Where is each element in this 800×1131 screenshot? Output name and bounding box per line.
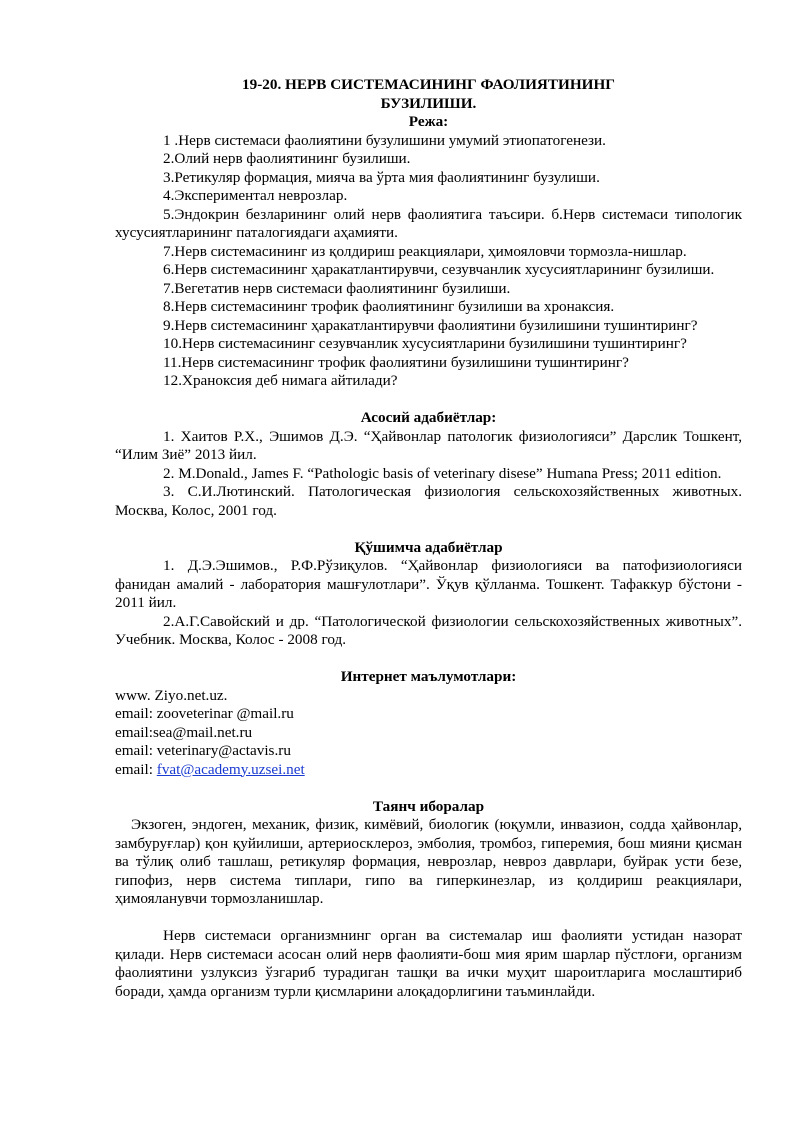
- internet-item-prefix: email:: [115, 760, 157, 778]
- extra-literature-heading: Қўшимча адабиётлар: [354, 538, 503, 556]
- extra-literature-item: 1. Д.Э.Эшимов., Р.Ф.Рўзиқулов. “Ҳайвонлар физиологияси ва патофизиологияси фанидан амалий - лаборатория машғулотлари”. Ўқув қўлланма. Тошкент. Тафаккур бўстони - 2011 йил.: [115, 557, 742, 611]
- plan-item: 5.Эндокрин безларининг олий нерв фаолиятига таъсири. б.Нерв системаси типологик хусусиятларининг паталогиядаги аҳамияти.: [115, 205, 742, 241]
- keywords-heading: Таянч иборалар: [372, 797, 485, 815]
- internet-item: email: veterinary@actavis.ru: [115, 742, 291, 759]
- plan-item: 9.Нерв системасининг ҳаракатлантирувчи фаолиятини бузилишини тушинтиринг?: [163, 316, 698, 334]
- document-page: [115, 76, 742, 1001]
- plan-item: 11.Нерв системасининг трофик фаолиятини бузилишини тушинтиринг?: [163, 353, 629, 371]
- internet-item: email:sea@mail.net.ru: [115, 723, 253, 741]
- plan-item: 3.Ретикуляр формация, мияча ва ўрта мия фаолиятининг бузулиши.: [163, 168, 600, 186]
- plan-item: 7.Вегетатив нерв системаси фаолиятининг бузилиши.: [163, 279, 511, 297]
- internet-heading: Интернет маълумотлари:: [340, 668, 517, 685]
- keywords-paragraph: Экзоген, эндоген, механик, физик, кимёвий, биологик (юқумли, инвазион, содда ҳайвонлар, замбуруғлар) қон қуйилиши, артериосклероз, эмболия, тромбоз, гиперемия, бош мияни қисман ва тўлиқ олиб ташлаш, ретикуляр формация, неврозлар, невроз даврлари, буйрак усти безе, гипофиз, нерв система типлари, гипо ва гиперкинезлар, из қолдириш реакциялари, ҳимояланувчи тормозланишлар.: [115, 816, 742, 907]
- plan-item: 12.Храноксия деб нимага айтилади?: [163, 372, 398, 389]
- document-title: 19-20. НЕРВ СИСТЕМАСИНИНГ ФАОЛИЯТИНИНГ: [242, 76, 615, 93]
- plan-item: 8.Нерв системасининг трофик фаолиятининг бузилиши ва хронаксия.: [163, 298, 615, 315]
- internet-item-link-row: [115, 761, 742, 780]
- plan-item: 4.Экспериментал неврозлар.: [163, 187, 348, 204]
- plan-item: 2.Олий нерв фаолиятининг бузилиши.: [163, 150, 411, 167]
- internet-item: www. Ziyo.net.uz.: [115, 686, 228, 704]
- plan-heading: Режа:: [408, 113, 449, 130]
- email-link[interactable]: fvat@academy.uzsei.net: [156, 760, 305, 778]
- main-literature-heading: Асосий адабиётлар:: [360, 409, 497, 426]
- main-literature-item: 2. M.Donald., James F. “Pathologic basis of veterinary disese” Humana Press; 2011 edition.: [163, 464, 722, 482]
- extra-literature-item: 2.А.Г.Савойский и др. “Патологической физиологии сельскохозяйственных животных”. Учебник. Москва, Колос - 2008 год.: [115, 612, 742, 648]
- internet-item: email: zooveterinar @mail.ru: [115, 705, 294, 722]
- plan-item: 7.Нерв системасининг из қолдириш реакциялари, ҳимояловчи тормозла-нишлар.: [163, 242, 687, 260]
- document-title-continued: БУЗИЛИШИ.: [380, 94, 477, 112]
- plan-item: 10.Нерв системасининг сезувчанлик хусусиятларини бузилишини тушинтиринг?: [163, 335, 687, 352]
- main-literature-item: 1. Хаитов Р.Х., Эшимов Д.Э. “Ҳайвонлар патологик физиологияси” Дарслик Тошкент, “Илим Зиё” 2013 йил.: [115, 427, 742, 463]
- main-literature-item: 3. С.И.Лютинский. Патологическая физиология сельскохозяйственных животных. Москва, Колос, 2001 год.: [115, 483, 742, 519]
- plan-item: 1 .Нерв системаси фаолиятини бузулишини умумий этиопатогенези.: [163, 131, 606, 149]
- plan-item: 6.Нерв системасининг ҳаракатлантирувчи, сезувчанлик хусусиятларининг бузилиши.: [163, 261, 715, 278]
- body-paragraph: Нерв системаси организмнинг орган ва системалар иш фаолияти устидан назорат қилади. Нерв системаси асосан олий нерв фаолияти-бош мия ярим шарлар пўстлоғи, организм фаолиятини узлуксиз ўзгариб турадиган ташқи ва ички муҳит шароитларига мослаштириб боради, ҳамда организм турли қисмларини алоқадорлигини таъминлайди.: [115, 927, 742, 1000]
